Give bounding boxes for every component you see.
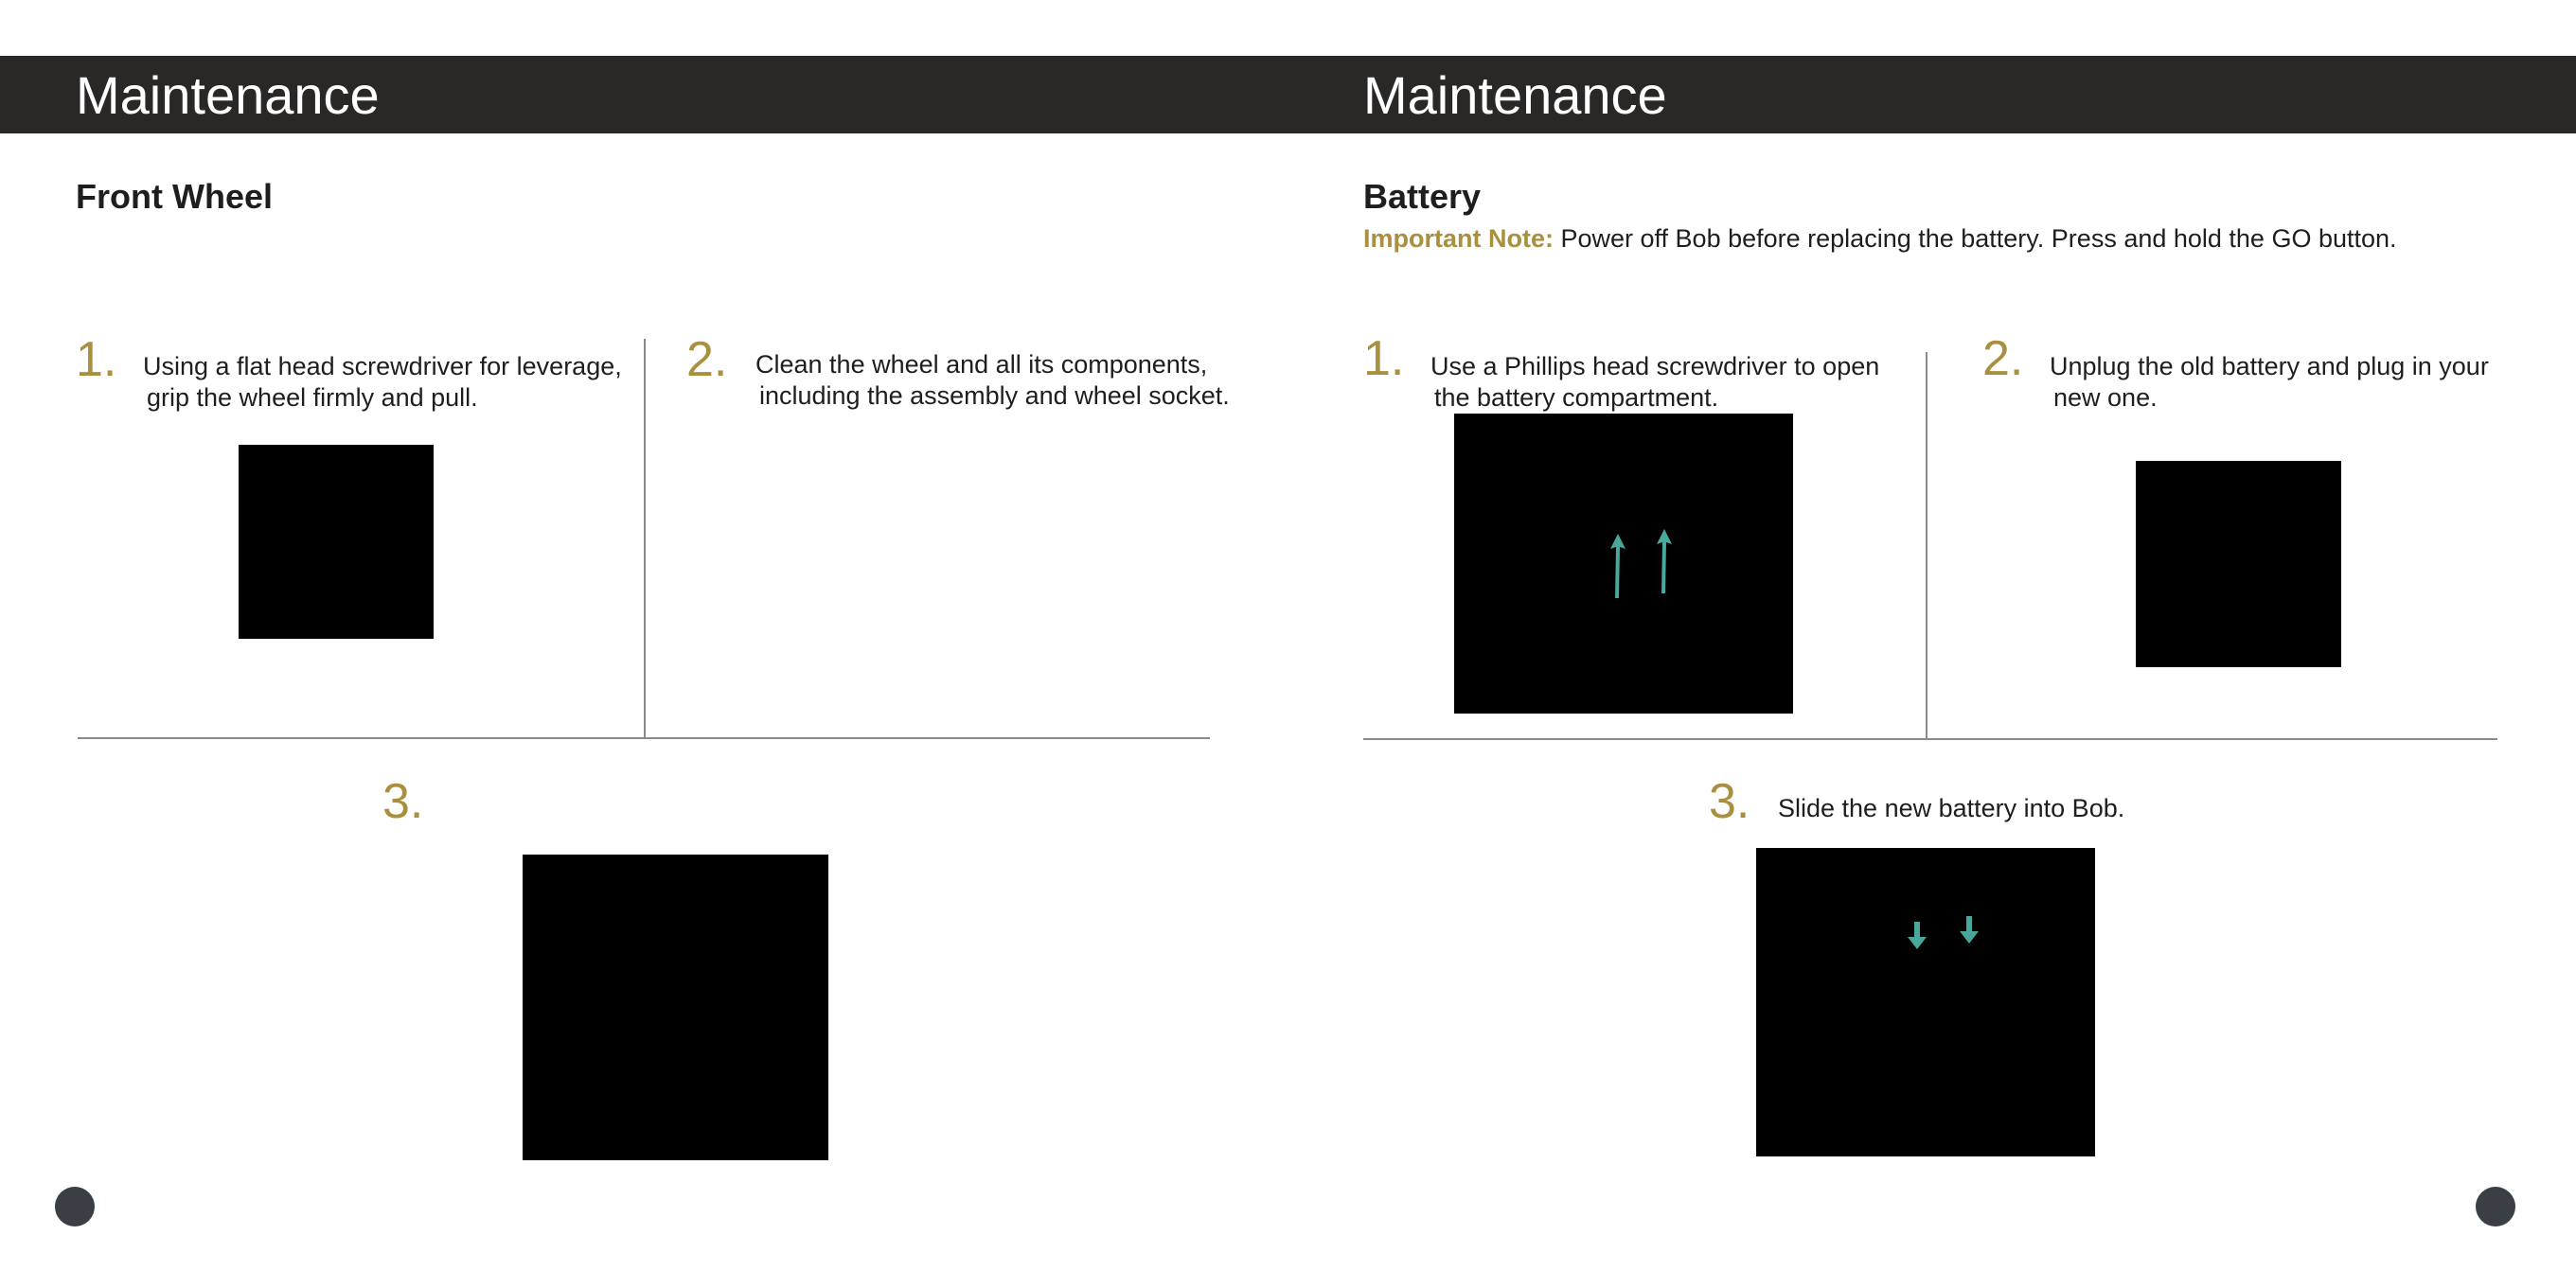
left-page-title: Maintenance: [76, 65, 380, 125]
right-step-1-line-1: Use a Phillips head screwdriver to open: [1430, 352, 1880, 380]
left-horizontal-divider: [78, 737, 1210, 739]
important-note-label: Important Note:: [1363, 224, 1554, 253]
right-page-marker-icon: [2476, 1187, 2515, 1226]
right-vertical-divider: [1926, 352, 1928, 740]
right-step-2-line-2: new one.: [2053, 383, 2158, 412]
left-section-title: Front Wheel: [76, 177, 273, 216]
left-step-2-line-1: Clean the wheel and all its components,: [755, 350, 1208, 379]
left-step-1-line-1: Using a flat head screwdriver for leverage,: [143, 352, 622, 380]
left-step-2-number: 2.: [686, 332, 728, 387]
right-step-3-text: [1778, 793, 2384, 824]
right-step-1-photo: [1454, 414, 1793, 714]
right-horizontal-divider: [1363, 738, 2497, 740]
left-step-3-photo: [523, 855, 828, 1160]
left-step-1-number: 1.: [76, 332, 117, 387]
right-section-title: Battery: [1363, 177, 1482, 216]
down-arrow-icon: [1959, 916, 1980, 944]
left-step-1-line-2: grip the wheel firmly and pull.: [147, 383, 478, 412]
left-step-1-text: [143, 351, 749, 414]
down-arrow-icon: [1907, 922, 1928, 950]
right-step-3-photo: [1756, 848, 2095, 1156]
right-page-title: Maintenance: [1363, 65, 1667, 125]
right-step-2-text: [2050, 351, 2576, 414]
left-step-3-number: 3.: [382, 774, 424, 829]
right-step-3-number: 3.: [1709, 774, 1750, 829]
right-step-2-line-1: Unplug the old battery and plug in your: [2050, 352, 2489, 380]
important-note-text: Power off Bob before replacing the battery. Press and hold the GO button.: [1553, 224, 2397, 253]
left-step-1-photo: [239, 445, 434, 639]
header-bar: [0, 56, 2576, 133]
left-vertical-divider: [644, 339, 646, 738]
right-step-1-line-2: the battery compartment.: [1434, 383, 1719, 412]
right-step-2-number: 2.: [1982, 331, 2024, 386]
right-step-2-photo: [2136, 461, 2341, 667]
important-note: [1363, 221, 2397, 256]
left-step-2-text: [755, 349, 1361, 412]
right-step-1-number: 1.: [1363, 331, 1405, 386]
right-step-3-line-1: Slide the new battery into Bob.: [1778, 794, 2125, 822]
right-step-1-text: [1430, 351, 2036, 414]
left-step-2-line-2: including the assembly and wheel socket.: [759, 381, 1230, 410]
up-arrow-icon: [1655, 529, 1674, 595]
left-page-marker-icon: [55, 1187, 95, 1226]
up-arrow-icon: [1608, 534, 1627, 600]
